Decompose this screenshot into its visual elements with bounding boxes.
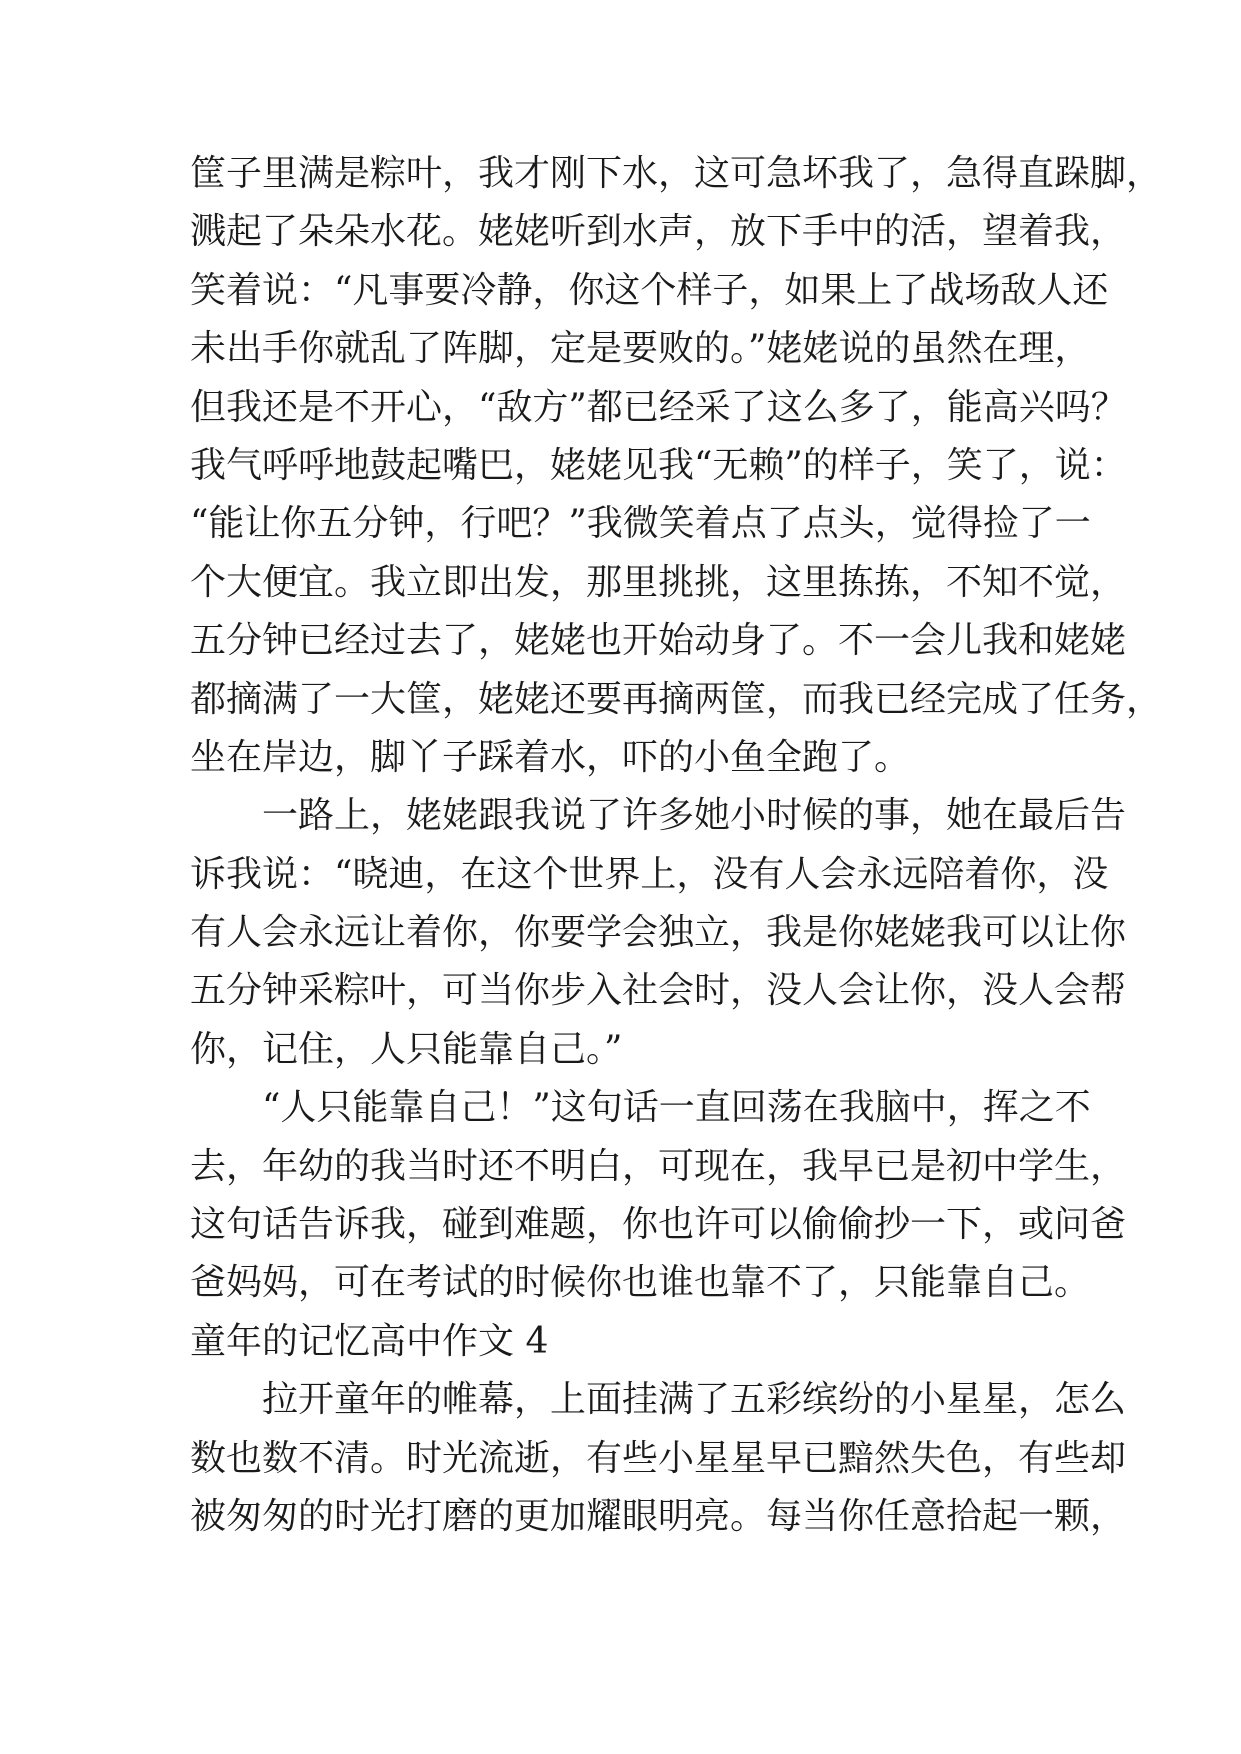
body-line: 五分钟已经过去了，姥姥也开始动身了。不一会儿我和姥姥 <box>190 620 1127 662</box>
body-line: 笑着说：“凡事要冷静，你这个样子，如果上了战场敌人还 <box>190 269 1109 311</box>
body-line: 溅起了朵朵水花。姥姥听到水声，放下手中的活，望着我， <box>190 211 1127 253</box>
body-line: 有人会永远让着你，你要学会独立，我是你姥姥我可以让你 <box>190 912 1127 954</box>
body-line: 未出手你就乱了阵脚，定是要败的。”姥姥说的虽然在理， <box>190 328 1091 370</box>
body-line: 筐子里满是粽叶，我才刚下水，这可急坏我了，急得直跺脚， <box>190 153 1163 194</box>
body-line: 但我还是不开心，“敌方”都已经采了这么多了，能高兴吗？ <box>190 386 1127 428</box>
body-line: 诉我说：“晓迪，在这个世界上，没有人会永远陪着你，没 <box>190 853 1109 895</box>
body-line: 坐在岸边，脚丫子踩着水，吓的小鱼全跑了。 <box>190 736 911 778</box>
body-line: 这句话告诉我，碰到难题，你也许可以偷偷抄一下，或问爸 <box>190 1204 1127 1246</box>
body-line-indented: 一路上，姥姥跟我说了许多她小时候的事，她在最后告 <box>262 795 1127 837</box>
body-line: “能让你五分钟，行吧？”我微笑着点了点头，觉得捡了一 <box>190 503 1091 545</box>
body-line: 五分钟采粽叶，可当你步入社会时，没人会让你，没人会帮 <box>190 970 1127 1012</box>
document-body <box>190 145 1163 1546</box>
body-line-indented: 拉开童年的帷幕，上面挂满了五彩缤纷的小星星，怎么 <box>262 1379 1127 1421</box>
body-line: 我气呼呼地鼓起嘴巴，姥姥见我“无赖”的样子，笑了，说： <box>190 444 1127 486</box>
body-line: 你，记住，人只能靠自己。” <box>190 1028 623 1070</box>
body-line: 数也数不清。时光流逝，有些小星星早已黯然失色，有些却 <box>190 1437 1127 1479</box>
body-line: 都摘满了一大筐，姥姥还要再摘两筐，而我已经完成了任务， <box>190 678 1163 720</box>
section-heading: 童年的记忆高中作文 4 <box>190 1320 549 1362</box>
body-line-indented: “人只能靠自己！”这句话一直回荡在我脑中，挥之不 <box>262 1087 1091 1129</box>
body-line: 爸妈妈，可在考试的时候你也谁也靠不了，只能靠自己。 <box>190 1262 1091 1304</box>
body-line: 被匆匆的时光打磨的更加耀眼明亮。每当你任意拾起一颗， <box>190 1495 1127 1537</box>
body-line: 去，年幼的我当时还不明白，可现在，我早已是初中学生， <box>190 1145 1127 1187</box>
body-line: 个大便宜。我立即出发，那里挑挑，这里拣拣，不知不觉， <box>190 561 1127 603</box>
